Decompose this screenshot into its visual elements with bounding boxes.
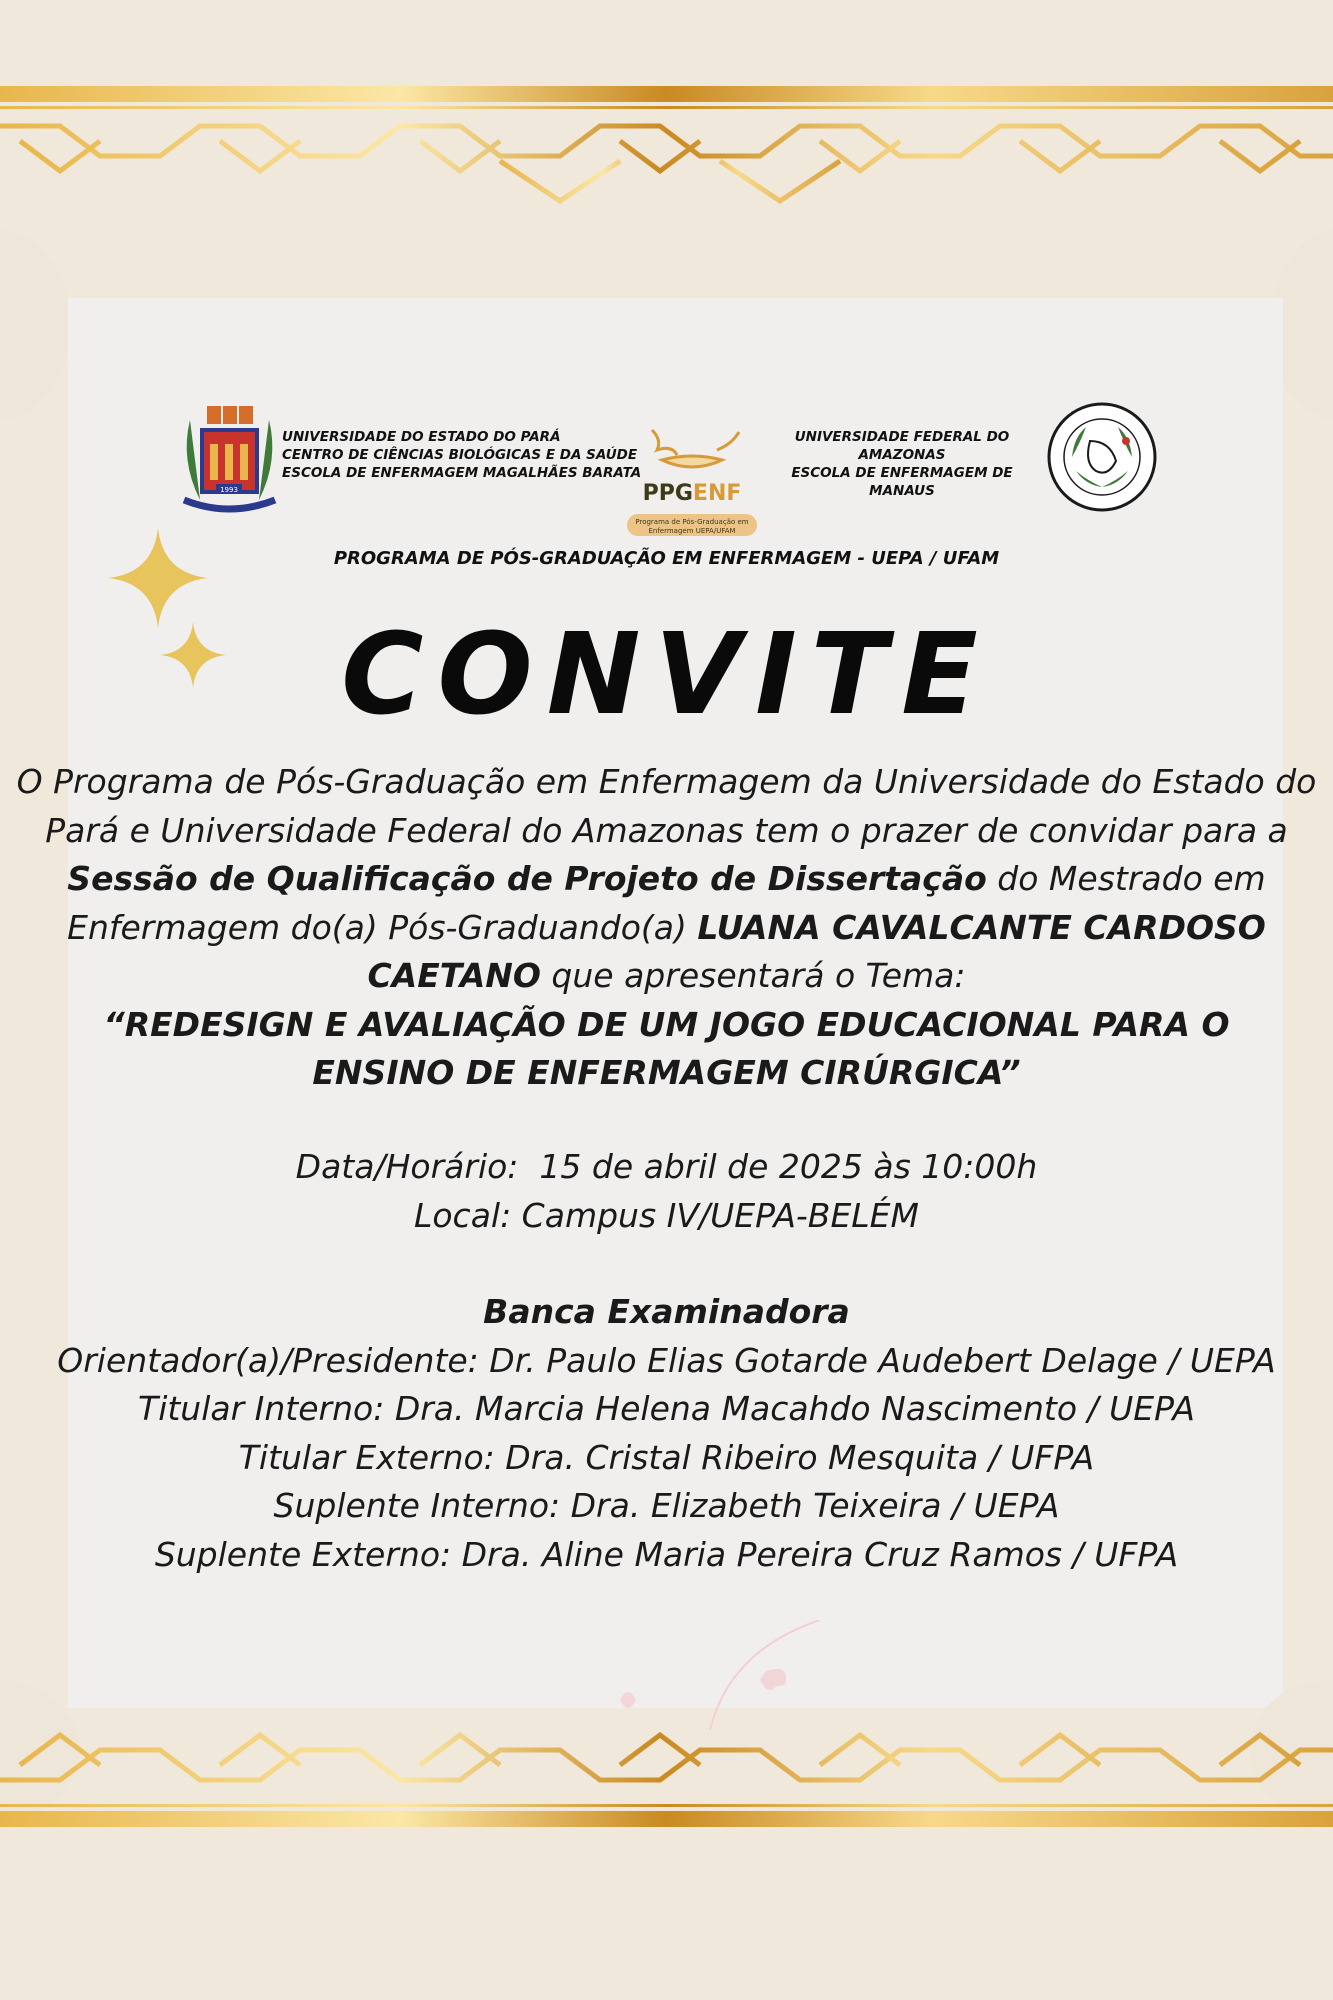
invitation-text (0, 758, 1333, 1098)
svg-text:Enfermagem UEPA/UFAM: Enfermagem UEPA/UFAM (648, 527, 736, 535)
uepa-line: UNIVERSIDADE DO ESTADO DO PARÁ (282, 429, 561, 445)
committee-member: Titular Externo: Dra. Cristal Ribeiro Mesquita / UFPA (238, 1437, 1095, 1477)
student-name: LUANA CAVALCANTE CARDOSO CAETANO (367, 907, 1266, 995)
program-title: PROGRAMA DE PÓS-GRADUAÇÃO EM ENFERMAGEM - UEPA / UFAM (333, 548, 1000, 569)
floral-decoration (560, 1620, 880, 1740)
svg-text:Programa de Pós-Graduação em: Programa de Pós-Graduação em (635, 518, 749, 526)
invitation-intro: O Programa de Pós-Graduação em Enfermagem da Universidade do Estado do Pará e Universidade Federal do Amazonas tem o prazer de convidar para a (16, 762, 1317, 850)
top-gold-border (0, 86, 1333, 206)
ufam-line: ESCOLA DE ENFERMAGEM DE MANAUS (791, 465, 1013, 499)
uepa-seal-year: 1993 (220, 486, 238, 494)
uepa-line: CENTRO DE CIÊNCIAS BIOLÓGICAS E DA SAÚDE (282, 447, 638, 463)
event-location: Local: Campus IV/UEPA-BELÉM (413, 1195, 920, 1235)
invitation-end: que apresentará o Tema: (540, 956, 966, 995)
thesis-theme: “REDESIGN E AVALIAÇÃO DE UM JOGO EDUCACIONAL PARA O ENSINO DE ENFERMAGEM CIRÚRGICA” (103, 1004, 1230, 1092)
ppgenf-logo-text: PPGENF (642, 481, 742, 506)
committee-member: Titular Interno: Dra. Marcia Helena Macahdo Nascimento / UEPA (138, 1389, 1195, 1428)
uepa-seal-logo (172, 400, 287, 515)
session-name: Sessão de Qualificação de Projeto de Dissertação (67, 859, 987, 898)
committee-heading: Banca Examinadora (483, 1292, 850, 1331)
ufam-seal-logo (1046, 401, 1158, 513)
committee-member: Orientador(a)/Presidente: Dr. Paulo Elias Gotarde Audebert Delage / UEPA (57, 1340, 1276, 1380)
ufam-header-text (762, 428, 1042, 500)
event-datetime: Data/Horário: 15 de abril de 2025 às 10:00h (295, 1147, 1038, 1186)
committee-member: Suplente Interno: Dra. Elizabeth Teixeira / UEPA (273, 1486, 1060, 1525)
invitation-middle: do Mestrado em Enfermagem do(a) Pós-Graduando(a) (67, 859, 1266, 947)
ufam-line: UNIVERSIDADE FEDERAL DO AMAZONAS (794, 429, 1010, 463)
uepa-header-text (282, 428, 641, 482)
event-details (0, 1143, 1333, 1240)
invitation-title: CONVITE (341, 610, 992, 740)
committee-member: Suplente Externo: Dra. Aline Maria Pereira Cruz Ramos / UFPA (154, 1534, 1179, 1574)
corner-decoration (0, 230, 70, 420)
examining-committee (0, 1288, 1333, 1579)
uepa-line: ESCOLA DE ENFERMAGEM MAGALHÃES BARATA (282, 465, 642, 481)
ppgenf-logo (622, 420, 762, 540)
